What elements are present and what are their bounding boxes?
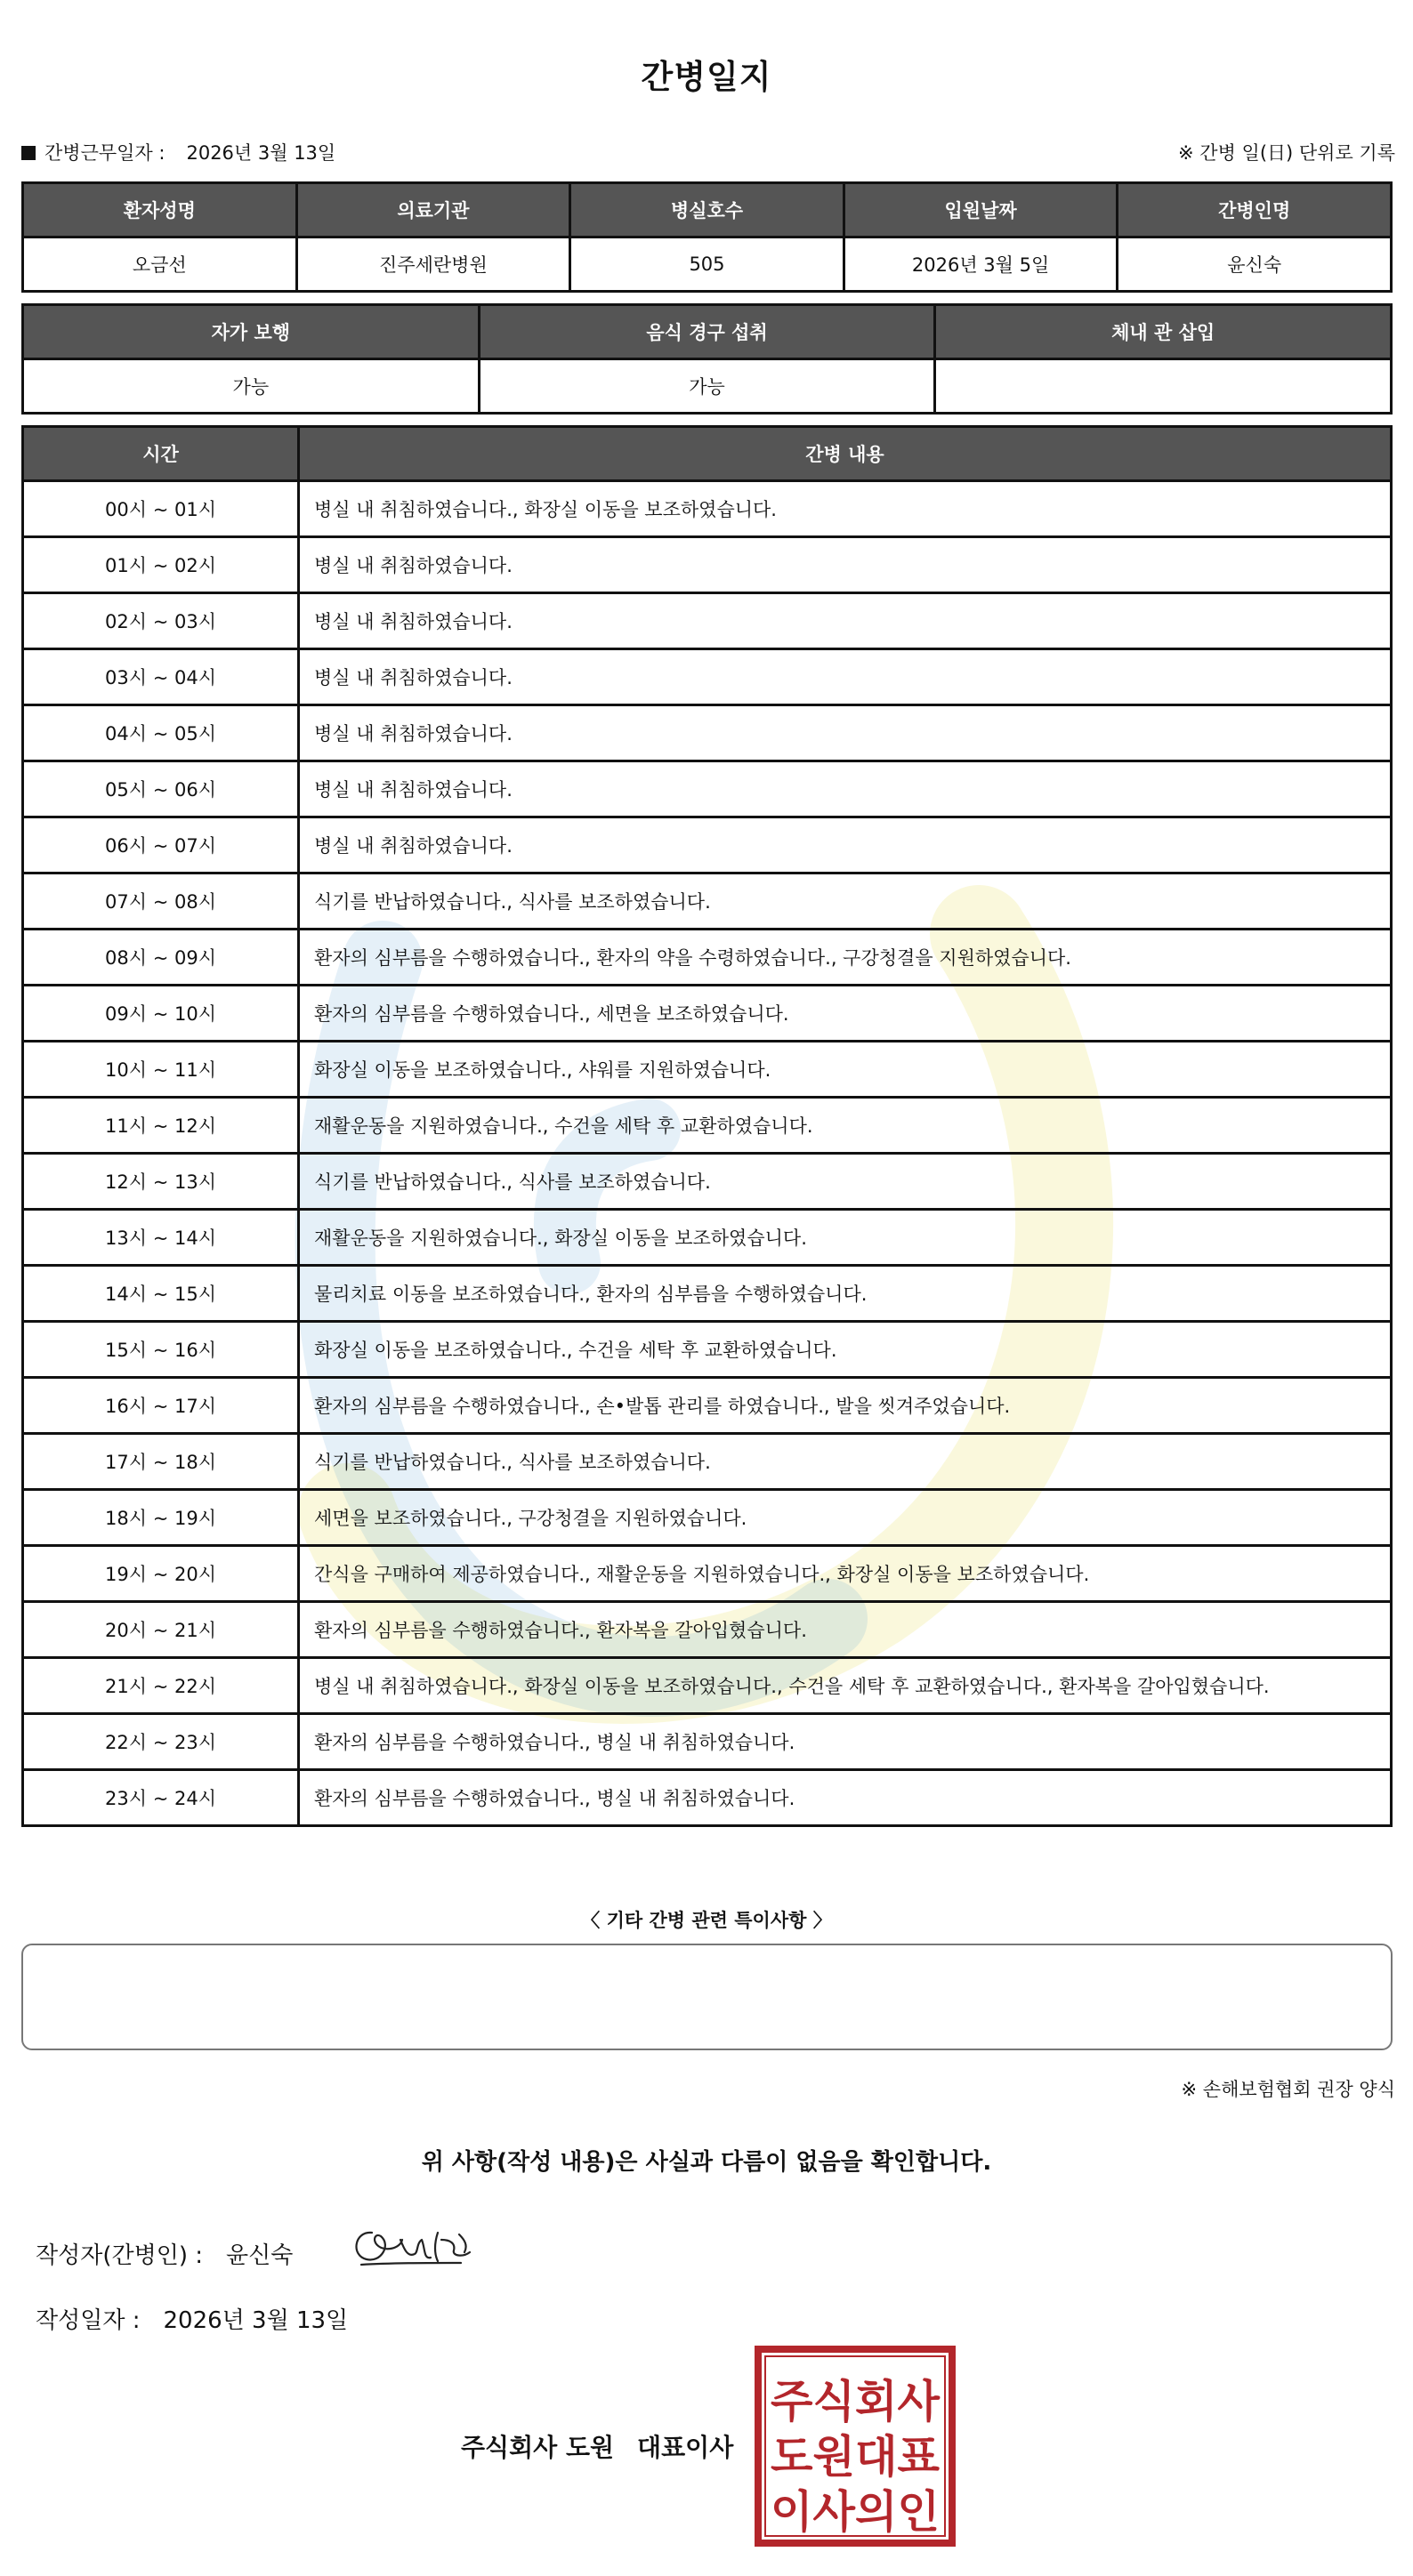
log-content: 식기를 반납하였습니다., 식사를 보조하였습니다. — [299, 1154, 1392, 1210]
square-bullet-icon — [21, 146, 36, 160]
patient-info-table — [21, 181, 1393, 293]
log-time: 10시 ~ 11시 — [23, 1042, 299, 1098]
company-role: 대표이사 — [637, 2433, 734, 2462]
header-time: 시간 — [23, 427, 299, 481]
log-time: 17시 ~ 18시 — [23, 1434, 299, 1490]
svg-text:도원대표: 도원대표 — [771, 2431, 941, 2483]
company-signature-line — [461, 2428, 733, 2464]
svg-text:이사의인: 이사의인 — [771, 2486, 940, 2538]
writer-label: 작성자(간병인) : — [36, 2242, 204, 2269]
header-admission-date: 입원날짜 — [844, 183, 1118, 237]
log-row — [23, 1770, 1392, 1826]
tube-insertion-value — [935, 359, 1392, 414]
log-time: 03시 ~ 04시 — [23, 649, 299, 705]
header-caregiver-name: 간병인명 — [1118, 183, 1392, 237]
caregiver-name: 윤신숙 — [1118, 237, 1392, 292]
header-self-walking: 자가 보행 — [23, 305, 480, 359]
work-date-row — [21, 139, 335, 165]
log-row — [23, 705, 1392, 761]
log-time: 22시 ~ 23시 — [23, 1714, 299, 1770]
log-content: 재활운동을 지원하였습니다., 화장실 이동을 보조하였습니다. — [299, 1210, 1392, 1266]
log-row — [23, 930, 1392, 986]
recommend-note: ※ 손해보험협회 권장 양식 — [1181, 2079, 1395, 2100]
work-date-label: 간병근무일자 : — [44, 142, 166, 164]
log-time: 11시 ~ 12시 — [23, 1098, 299, 1154]
log-content: 세면을 보조하였습니다., 구강청결을 지원하였습니다. — [299, 1490, 1392, 1546]
log-row — [23, 986, 1392, 1042]
handwritten-signature — [345, 2213, 488, 2275]
patient-ability-table — [21, 303, 1393, 415]
document-title: 간병일지 — [641, 58, 772, 96]
patient-name: 오금선 — [23, 237, 297, 292]
header-care-content: 간병 내용 — [299, 427, 1392, 481]
writer-name: 윤신숙 — [226, 2242, 294, 2269]
log-row — [23, 1210, 1392, 1266]
log-time: 15시 ~ 16시 — [23, 1322, 299, 1378]
log-row — [23, 537, 1392, 593]
log-row — [23, 481, 1392, 537]
log-row — [23, 1378, 1392, 1434]
written-date-label: 작성일자 : — [36, 2307, 141, 2334]
log-time: 00시 ~ 01시 — [23, 481, 299, 537]
header-patient-name: 환자성명 — [23, 183, 297, 237]
log-time: 18시 ~ 19시 — [23, 1490, 299, 1546]
log-row — [23, 1658, 1392, 1714]
log-content: 식기를 반납하였습니다., 식사를 보조하였습니다. — [299, 1434, 1392, 1490]
log-row — [23, 761, 1392, 817]
log-time: 09시 ~ 10시 — [23, 986, 299, 1042]
log-row — [23, 1546, 1392, 1602]
writer-row — [36, 2237, 293, 2270]
log-time: 19시 ~ 20시 — [23, 1546, 299, 1602]
room-number: 505 — [570, 237, 844, 292]
log-row — [23, 1322, 1392, 1378]
header-hospital: 의료기관 — [296, 183, 570, 237]
header-oral-intake: 음식 경구 섭취 — [479, 305, 935, 359]
log-content: 환자의 심부름을 수행하였습니다., 환자복을 갈아입혔습니다. — [299, 1602, 1392, 1658]
log-time: 05시 ~ 06시 — [23, 761, 299, 817]
confirmation-statement: 위 사항(작성 내용)은 사실과 다름이 없음을 확인합니다. — [421, 2149, 992, 2176]
log-content: 병실 내 취침하였습니다., 화장실 이동을 보조하였습니다. — [299, 481, 1392, 537]
log-content: 환자의 심부름을 수행하였습니다., 병실 내 취침하였습니다. — [299, 1770, 1392, 1826]
log-time: 04시 ~ 05시 — [23, 705, 299, 761]
self-walking-value: 가능 — [23, 359, 480, 414]
svg-text:주식회사: 주식회사 — [771, 2376, 941, 2427]
log-content: 간식을 구매하여 제공하였습니다., 재활운동을 지원하였습니다., 화장실 이동을 보조하였습니다. — [299, 1546, 1392, 1602]
log-content: 병실 내 취침하였습니다. — [299, 593, 1392, 649]
log-row — [23, 817, 1392, 873]
log-time: 23시 ~ 24시 — [23, 1770, 299, 1826]
log-content: 병실 내 취침하였습니다. — [299, 761, 1392, 817]
log-content: 물리치료 이동을 보조하였습니다., 환자의 심부름을 수행하였습니다. — [299, 1266, 1392, 1322]
log-row — [23, 593, 1392, 649]
log-content: 환자의 심부름을 수행하였습니다., 손•발톱 관리를 하였습니다., 발을 씻겨주었습니다. — [299, 1378, 1392, 1434]
notes-box — [21, 1944, 1393, 2050]
log-row — [23, 1490, 1392, 1546]
log-time: 14시 ~ 15시 — [23, 1266, 299, 1322]
company-seal-stamp — [755, 2346, 956, 2547]
log-time: 21시 ~ 22시 — [23, 1658, 299, 1714]
log-time: 13시 ~ 14시 — [23, 1210, 299, 1266]
log-time: 06시 ~ 07시 — [23, 817, 299, 873]
written-date-value: 2026년 3월 13일 — [163, 2307, 349, 2334]
log-content: 환자의 심부름을 수행하였습니다., 세면을 보조하였습니다. — [299, 986, 1392, 1042]
log-content: 병실 내 취침하였습니다. — [299, 817, 1392, 873]
oral-intake-value: 가능 — [479, 359, 935, 414]
log-row — [23, 649, 1392, 705]
care-log-table — [21, 425, 1393, 1827]
company-name: 주식회사 도원 — [461, 2433, 615, 2462]
log-content: 병실 내 취침하였습니다. — [299, 705, 1392, 761]
log-time: 01시 ~ 02시 — [23, 537, 299, 593]
log-content: 식기를 반납하였습니다., 식사를 보조하였습니다. — [299, 873, 1392, 930]
header-tube-insertion: 체내 관 삽입 — [935, 305, 1392, 359]
log-row — [23, 873, 1392, 930]
log-time: 20시 ~ 21시 — [23, 1602, 299, 1658]
log-row — [23, 1602, 1392, 1658]
unit-note: ※ 간병 일(日) 단위로 기록 — [1178, 142, 1395, 164]
log-content: 병실 내 취침하였습니다. — [299, 537, 1392, 593]
written-date-row — [36, 2302, 348, 2335]
header-room-number: 병실호수 — [570, 183, 844, 237]
log-row — [23, 1714, 1392, 1770]
log-row — [23, 1434, 1392, 1490]
log-content: 병실 내 취침하였습니다., 화장실 이동을 보조하였습니다., 수건을 세탁 후 교환하였습니다., 환자복을 갈아입혔습니다. — [299, 1658, 1392, 1714]
log-row — [23, 1098, 1392, 1154]
log-content: 병실 내 취침하였습니다. — [299, 649, 1392, 705]
log-content: 화장실 이동을 보조하였습니다., 샤워를 지원하였습니다. — [299, 1042, 1392, 1098]
log-time: 02시 ~ 03시 — [23, 593, 299, 649]
log-row — [23, 1266, 1392, 1322]
notes-title: 〈 기타 간병 관련 특이사항 〉 — [581, 1910, 832, 1931]
log-row — [23, 1154, 1392, 1210]
log-time: 07시 ~ 08시 — [23, 873, 299, 930]
log-time: 08시 ~ 09시 — [23, 930, 299, 986]
log-content: 재활운동을 지원하였습니다., 수건을 세탁 후 교환하였습니다. — [299, 1098, 1392, 1154]
log-content: 환자의 심부름을 수행하였습니다., 환자의 약을 수령하였습니다., 구강청결을 지원하였습니다. — [299, 930, 1392, 986]
log-content: 화장실 이동을 보조하였습니다., 수건을 세탁 후 교환하였습니다. — [299, 1322, 1392, 1378]
log-time: 12시 ~ 13시 — [23, 1154, 299, 1210]
hospital: 진주세란병원 — [296, 237, 570, 292]
admission-date: 2026년 3월 5일 — [844, 237, 1118, 292]
log-content: 환자의 심부름을 수행하였습니다., 병실 내 취침하였습니다. — [299, 1714, 1392, 1770]
log-time: 16시 ~ 17시 — [23, 1378, 299, 1434]
work-date-value: 2026년 3월 13일 — [186, 142, 336, 164]
log-row — [23, 1042, 1392, 1098]
